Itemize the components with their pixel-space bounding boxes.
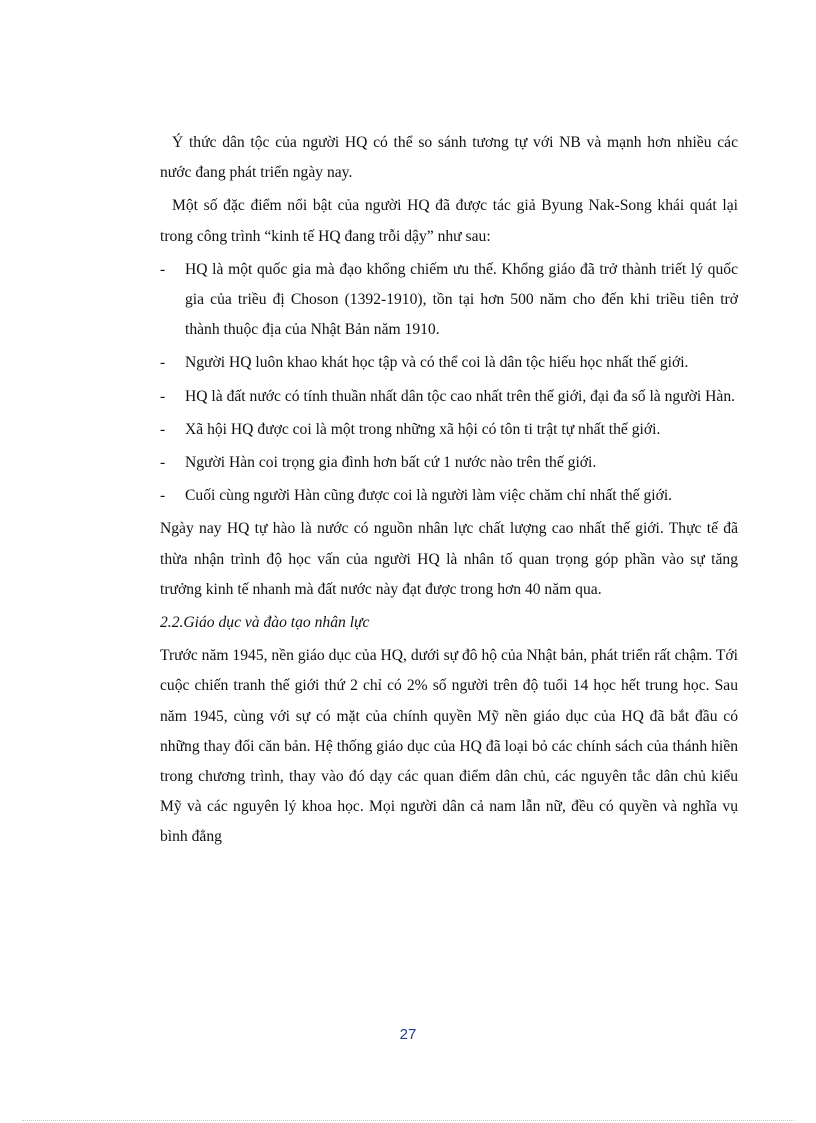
list-item-text: Cuối cùng người Hàn cũng được coi là người làm việc chăm chỉ nhất thế giới. — [185, 487, 673, 505]
list-item-text: Xã hội HQ được coi là một trong những xã hội có tôn ti trật tự nhất thế giới. — [185, 420, 661, 438]
list-item-text: HQ là đất nước có tính thuần nhất dân tộc cao nhất trên thế giới, đại đa số là người Hàn. — [185, 387, 736, 405]
body-text — [160, 128, 738, 856]
page-number: 27 — [399, 1026, 417, 1043]
paragraph-characteristics-intro: Một số đặc điểm nổi bật của người HQ đã được tác giả Byung Nak-Song khái quát lại trong công trình “kinh tế HQ đang trỗi dậy” như sau: — [160, 197, 738, 245]
list-item-text: Người Hàn coi trọng gia đình hơn bất cứ 1 nước nào trên thế giới. — [185, 454, 597, 472]
list-item — [160, 348, 738, 378]
page-bottom-divider — [22, 1120, 794, 1121]
list-item-text: HQ là một quốc gia mà đạo khổng chiếm ưu thế. Khổng giáo đã trở thành triết lý quốc gia của triều đị Choson (1392-1910), tồn tại hơn 500 năm cho đến khi triều tiên trở thành thuộc địa của Nhật Bản năm 1910. — [185, 260, 738, 339]
list-dash: - — [160, 487, 166, 505]
paragraph-national-consciousness: Ý thức dân tộc của người HQ có thể so sánh tương tự với NB và mạnh hơn nhiều các nước đang phát triển ngày nay. — [160, 134, 738, 182]
list-dash: - — [160, 420, 166, 438]
list-dash: - — [160, 454, 166, 472]
list-item — [160, 382, 738, 412]
paragraph-human-resources: Ngày nay HQ tự hào là nước có nguồn nhân lực chất lượng cao nhất thế giới. Thực tế đã thừa nhận trình độ học vấn của người HQ là nhân tố quan trọng góp phần vào sự tăng trưởng kinh tế nhanh mà đất nước này đạt được trong hơn 40 năm qua. — [160, 520, 738, 598]
list-dash: - — [160, 387, 166, 405]
list-dash: - — [160, 260, 166, 278]
list-item — [160, 448, 738, 478]
list-item — [160, 415, 738, 445]
list-item-text: Người HQ luôn khao khát học tập và có thể coi là dân tộc hiếu học nhất thế giới. — [185, 354, 689, 372]
list-dash: - — [160, 354, 166, 372]
list-item — [160, 481, 738, 511]
section-heading: 2.2.Giáo dục và đào tạo nhân lực — [160, 614, 370, 632]
paragraph-education-history: Trước năm 1945, nền giáo dục của HQ, dưới sự đô hộ của Nhật bản, phát triển rất chậm. Tới cuộc chiến tranh thế giới thứ 2 chỉ có 2% số người trên độ tuổi 14 học hết trung học. Sau năm 1945, cùng với sự có mặt của chính quyền Mỹ nền giáo dục của HQ đã bắt đầu có những thay đổi căn bản. Hệ thống giáo dục của HQ đã loại bỏ các chính sách của thánh hiền trong chương trình, thay vào đó dạy các quan điểm dân chủ, các nguyên tắc dân chủ kiểu Mỹ và các nguyên lý khoa học. Mọi người dân cả nam lẫn nữ, đều có quyền và nghĩa vụ bình đẳng — [160, 647, 738, 846]
list-item — [160, 255, 738, 346]
